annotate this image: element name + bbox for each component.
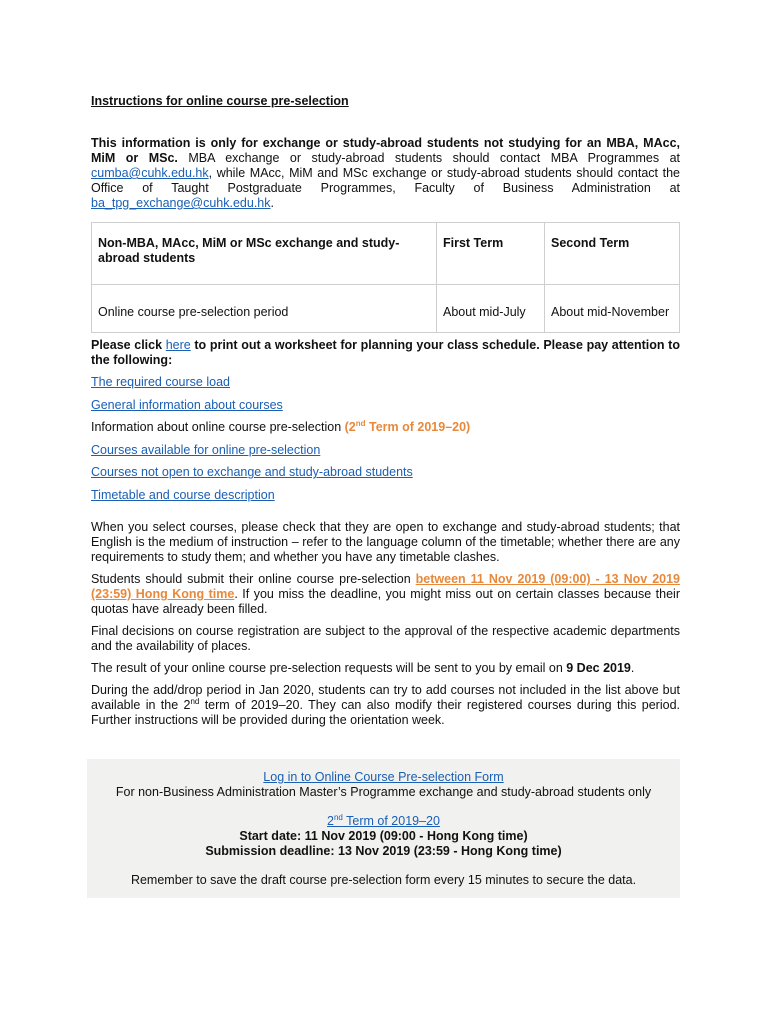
start-date: Start date: 11 Nov 2019 (09:00 - Hong Kong time) xyxy=(239,829,528,843)
term-highlight: (2nd Term of 2019–20) xyxy=(344,419,471,435)
preselection-info-text: Information about online course pre-selection xyxy=(91,420,345,435)
timetable-link[interactable]: Timetable and course description xyxy=(91,487,275,502)
list-item xyxy=(91,420,680,443)
table-row xyxy=(92,285,680,333)
table-cell-first-term: About mid-July xyxy=(437,285,545,333)
intro-paragraph xyxy=(91,136,680,211)
worksheet-text-post: to print out a worksheet for planning your class schedule. Please pay attention to the following: xyxy=(91,338,680,367)
page-title: Instructions for online course pre-selection xyxy=(91,94,349,108)
check-courses-paragraph: When you select courses, please check that they are open to exchange and study-abroad students; that English is the medium of instruction – refer to the language column of the timetable; whether there are any requirements to study them; and whether you have any timetable clashes. xyxy=(91,520,680,564)
mba-email-link[interactable]: cumba@cuhk.edu.hk xyxy=(91,166,209,180)
worksheet-here-link[interactable]: here xyxy=(165,338,191,352)
final-decisions-paragraph: Final decisions on course registration are subject to the approval of the respective academic departments and the availability of places. xyxy=(91,624,680,653)
table-cell-period: Online course pre-selection period xyxy=(92,285,437,333)
table-header-row xyxy=(92,223,680,285)
instructions-paragraphs xyxy=(91,520,680,735)
general-info-link[interactable]: General information about courses xyxy=(91,397,283,412)
term-link[interactable]: 2nd Term of 2019–20 xyxy=(327,812,440,828)
courses-not-open-link[interactable]: Courses not open to exchange and study-abroad students xyxy=(91,465,413,480)
intro-text-3: . xyxy=(270,196,274,210)
intro-bold-text: This information is only for exchange or study-abroad students not studying for an MBA, MAcc, MiM or MSc. xyxy=(91,136,680,165)
save-reminder: Remember to save the draft course pre-selection form every 15 minutes to secure the data. xyxy=(130,873,637,887)
preselection-period-table xyxy=(91,222,680,333)
table-header-students: Non-MBA, MAcc, MiM or MSc exchange and study-abroad students xyxy=(92,223,437,285)
login-box xyxy=(87,759,680,898)
submission-deadline: Submission deadline: 13 Nov 2019 (23:59 - Hong Kong time) xyxy=(205,844,562,858)
table-header-first-term: First Term xyxy=(437,223,545,285)
login-form-link[interactable]: Log in to Online Course Pre-selection Form xyxy=(263,770,504,784)
add-drop-paragraph: During the add/drop period in Jan 2020, students can try to add courses not included in the list above but available in the 2nd term of 2019–20. They can also modify their registered courses during this period. Further instructions will be provided during the orientation week. xyxy=(91,683,680,727)
eligibility-note: For non-Business Administration Master’s Programme exchange and study-abroad students only xyxy=(115,785,652,799)
submission-window-paragraph: Students should submit their online course pre-selection between 11 Nov 2019 (09:00) - 13 Nov 2019 (23:59) Hong Kong time. If you miss the deadline, you might miss out on certain classes because their quotas have already been filled. xyxy=(91,572,681,616)
result-email-paragraph: The result of your online course pre-selection requests will be sent to you by email on 9 Dec 2019. xyxy=(91,661,635,675)
result-date: 9 Dec 2019 xyxy=(566,661,631,675)
table-header-second-term: Second Term xyxy=(545,223,680,285)
info-links-list xyxy=(91,375,680,511)
table-cell-second-term: About mid-November xyxy=(545,285,680,333)
worksheet-text-pre: Please click xyxy=(91,338,166,352)
worksheet-instruction xyxy=(91,338,680,368)
intro-text-1: MBA exchange or study-abroad students should contact MBA Programmes at xyxy=(177,151,680,165)
tpg-email-link[interactable]: ba_tpg_exchange@cuhk.edu.hk xyxy=(91,196,271,210)
intro-text-2: , while MAcc, MiM and MSc exchange or study-abroad students should contact the Office of Taught Postgraduate Programmes, Faculty of Business Administration at xyxy=(91,166,680,195)
submission-window-highlight: between 11 Nov 2019 (09:00) - 13 Nov 2019 (23:59) Hong Kong time xyxy=(91,572,681,601)
courses-available-link[interactable]: Courses available for online pre-selection xyxy=(91,442,321,457)
course-load-link[interactable]: The required course load xyxy=(91,375,230,389)
